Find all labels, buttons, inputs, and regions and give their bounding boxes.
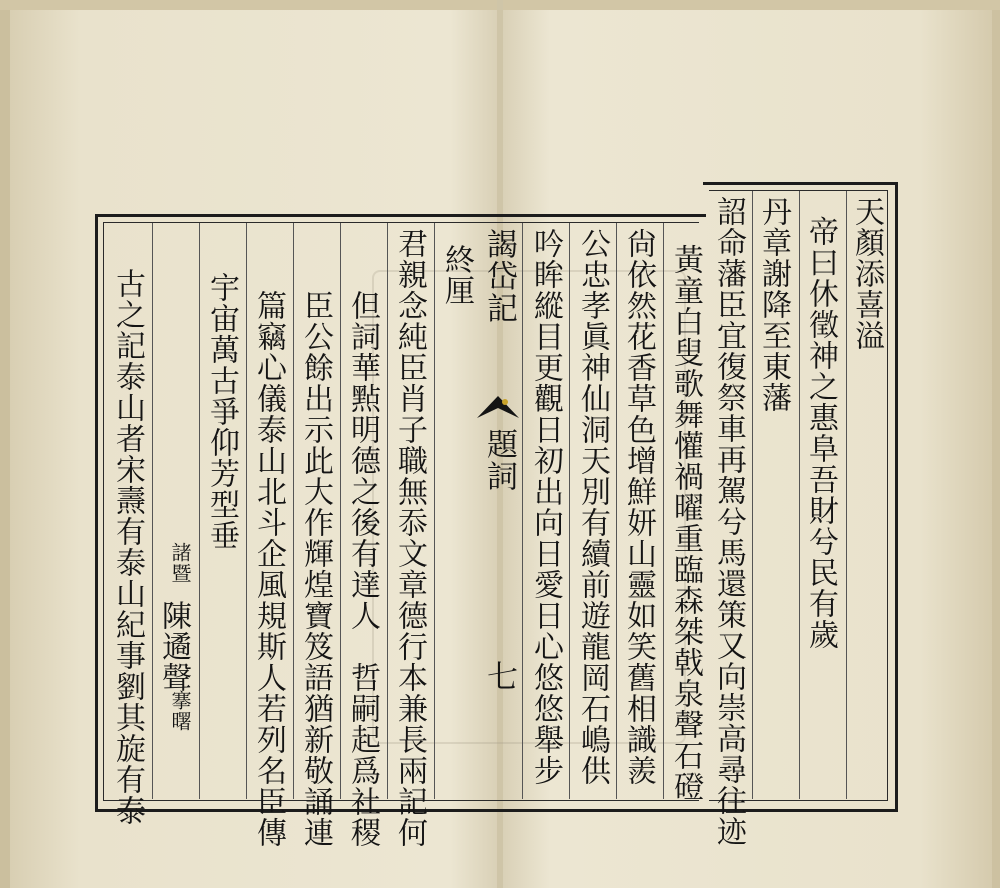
column-rule [846,191,847,799]
column-rule [522,223,523,799]
text-column-7: 公忠孝眞神仙洞天別有續前遊龍岡石嶋供 [575,228,610,786]
column-rule [663,223,664,799]
text-column-6: 尙依然花香草色增鮮妍山靈如笑舊相識羨 [621,228,656,786]
end-mark: 終厘 [439,244,474,306]
fish-tail-mark-icon [475,392,521,420]
signature-suffix: 搴曙 [168,690,192,732]
text-column-3: 丹章謝降至東藩 [756,196,791,413]
page-edge-right [992,0,1000,888]
page-number: 七 [481,660,517,692]
text-column-12: 篇竊心儀泰山北斗企風規斯人若列名臣傳 [251,290,286,848]
column-rule [799,191,800,799]
page-edge-left [0,0,10,888]
text-column-1: 天顏添喜溢 [849,196,884,351]
section-title: 題詞 [481,428,517,492]
signature-name: 陳遹聲 [156,600,191,693]
signature-place: 諸暨 [168,542,192,584]
text-column-11: 臣公餘出示此大作輝煌寶笈語猶新敬誦連 [298,290,333,848]
column-rule [616,223,617,799]
text-column-9: 君親念純臣肖子職無忝文章德行本兼長兩記何 [392,228,427,848]
column-rule [152,223,153,799]
text-column-14: 古之記泰山者宋燾有泰山紀事劉其旋有泰 [110,268,145,826]
text-column-13: 宇宙萬古爭仰芳型垂 [204,272,239,551]
text-column-2: 帝曰休徵神之惠阜吾財兮民有歲 [803,216,838,650]
text-column-4: 詔命藩臣宜復祭車再駕兮馬還策又向崇高尋往迹 [711,196,746,847]
text-column-5: 黃童白叟歌舞懽禍曜重臨森桀戟泉聲石磴 [668,244,703,802]
column-rule [199,223,200,799]
text-column-10: 但詞華㸃明德之後有達人 哲嗣起爲社稷 [345,290,380,848]
column-rule [434,223,435,799]
column-rule [340,223,341,799]
column-rule [387,223,388,799]
text-column-8: 吟眸縱目更觀日初出向日愛日心悠悠舉步 [528,228,563,786]
column-rule [752,191,753,799]
book-title: 謁岱記 [481,228,517,324]
column-rule [569,223,570,799]
column-rule [293,223,294,799]
column-rule [246,223,247,799]
